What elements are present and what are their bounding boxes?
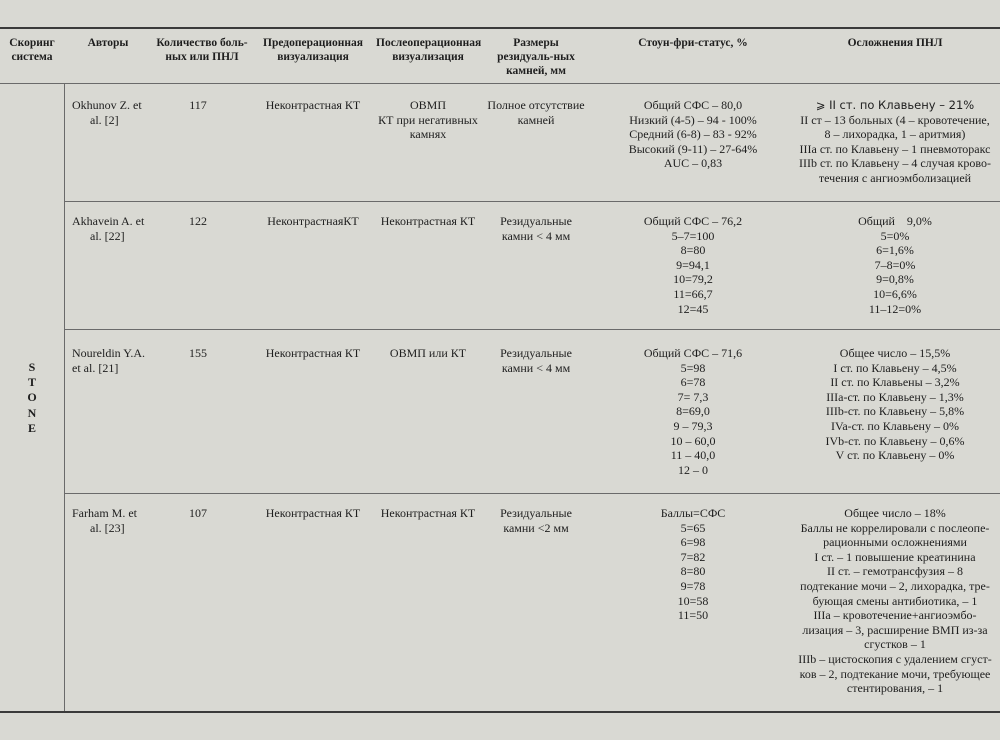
table-bottom-rule [0, 711, 1000, 713]
header-bottom-rule [0, 83, 1000, 84]
table-top-rule [0, 27, 1000, 29]
row-2-preop: НеконтрастнаяКТ [267, 214, 359, 228]
header-sfs: Стоун-фри-статус, % [638, 37, 748, 49]
row-3-postop: ОВМП или КТ [389, 346, 467, 360]
scoring-system-label: S T O N E [27, 360, 37, 435]
row-4-sfs: Баллы=СФС 5=65 6=98 7=82 8=80 9=78 10=58 11=50 [660, 506, 726, 623]
row-1-complications: ⩾ II ст. по Клавьену – 21% II ст – 13 больных (4 – кровотечение, 8 – лихорадка, 1 – аритмия) IIIa ст. по Клавьену – 1 пневмоторакс IIIb ст. по Клавьену – 4 случая крово- течения с ангиоэмболизацией [799, 98, 991, 185]
row-3-residual: Резидуальные камни < 4 мм [500, 346, 572, 375]
row-divider-2 [64, 329, 1000, 330]
header-postop: Послеоперационная визуализация [376, 37, 482, 63]
row-2-complications: Общий 9,0% 5=0% 6=1,6% 7–8=0% 9=0,8% 10=6,6% 11–12=0% [858, 214, 932, 316]
row-3-authors: Noureldin Y.A. et al. [21] [72, 346, 145, 375]
row-3-preop: Неконтрастная КТ [265, 346, 361, 360]
row-2-sfs: Общий СФС – 76,2 5–7=100 8=80 9=94,1 10=79,2 11=66,7 12=45 [643, 214, 743, 316]
row-3-count: 155 [189, 346, 207, 360]
row-divider-3 [64, 493, 1000, 494]
column-divider [64, 84, 65, 711]
row-4-authors: Farham M. et al. [23] [72, 506, 137, 535]
header-complications: Осложнения ПНЛ [847, 37, 943, 49]
row-1-residual: Полное отсутствие камней [487, 98, 585, 127]
row-2-residual: Резидуальные камни < 4 мм [500, 214, 572, 243]
row-3-sfs: Общий СФС – 71,6 5=98 6=78 7= 7,3 8=69,0 9 – 79,3 10 – 60,0 11 – 40,0 12 – 0 [643, 346, 743, 477]
header-residual: Размеры резидуаль-ных камней, мм [497, 37, 575, 77]
row-4-count: 107 [189, 506, 207, 520]
row-3-complications: Общее число – 15,5% I ст. по Клавьену – 4,5% II ст. по Клавьены – 3,2% IIIa-ст. по Клавьену – 1,3% IIIb-ст. по Клавьену – 5,8% IVa-ст. по Клавьену – 0% IVb-ст. по Клавьену – 0,6% V ст. по Клавьену – 0% [825, 346, 965, 463]
row-1-sfs: Общий СФС – 80,0 Низкий (4-5) – 94 - 100% Средний (6-8) – 83 - 92% Высокий (9-11) – 27-64% AUC – 0,83 [628, 98, 758, 171]
row-2-postop: Неконтрастная КТ [380, 214, 476, 228]
header-count: Количество боль-ных или ПНЛ [156, 37, 248, 63]
row-divider-1 [64, 201, 1000, 202]
row-1-authors: Okhunov Z. et al. [2] [72, 98, 142, 127]
header-authors: Авторы [87, 37, 129, 49]
row-1-preop: Неконтрастная КТ [265, 98, 361, 112]
row-4-preop: Неконтрастная КТ [265, 506, 361, 520]
row-4-residual: Резидуальные камни <2 мм [500, 506, 572, 535]
row-4-complications: Общее число – 18% Баллы не коррелировали с послеопе- рационными осложнениями I ст. – 1 повышение креатинина II ст. – гемотрансфузия – 8 подтекание мочи – 2, лихорадка, тре- бующая смены антибиотика, – 1 IIIa – кровотечение+ангиоэмбо- лизация – 3, расширение ВМП из-за сгустков – 1 IIIb – цистоскопия с удалением сгуст- ков – 2, подтекание мочи, требующее стентирования, – 1 [798, 506, 992, 696]
row-4-postop: Неконтрастная КТ [380, 506, 476, 520]
row-1-count: 117 [189, 98, 207, 112]
row-1-postop: ОВМП КТ при негативных камнях [378, 98, 478, 142]
header-scoring: Скоринг система [9, 37, 55, 63]
row-2-authors: Akhavein A. et al. [22] [72, 214, 145, 243]
row-2-count: 122 [189, 214, 207, 228]
header-preop: Предоперационная визуализация [263, 37, 363, 63]
